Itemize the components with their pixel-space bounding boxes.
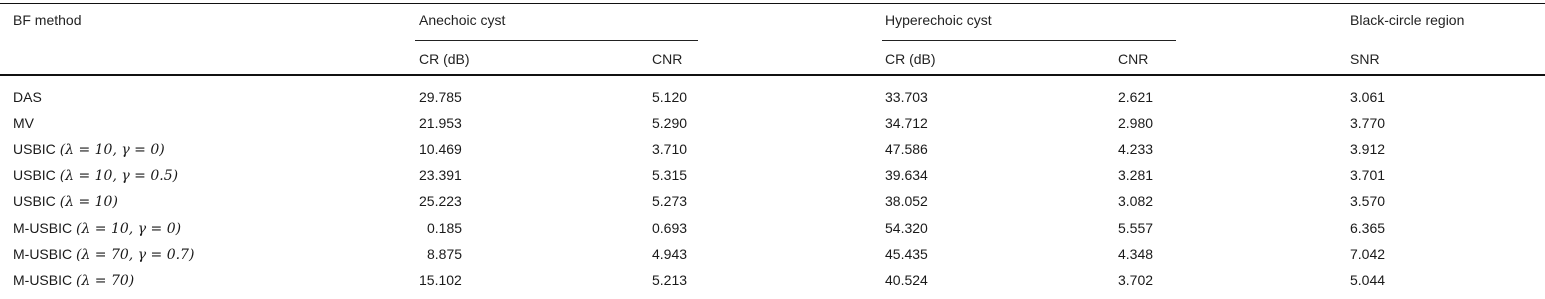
header-cnr-anechoic: CNR — [652, 51, 683, 67]
cell-hyperechoic-cnr: 4.348 — [1118, 246, 1154, 262]
cell-hyperechoic-cnr: 3.702 — [1118, 272, 1154, 288]
cell-anechoic-cr: 0.185 — [427, 220, 463, 236]
cell-anechoic-cnr: 5.290 — [652, 115, 688, 131]
cell-hyperechoic-cnr: 2.621 — [1118, 89, 1154, 105]
hyperechoic-group-underline — [882, 40, 1176, 41]
cell-bf-method — [13, 141, 165, 159]
cell-bf-method — [13, 89, 42, 106]
cell-hyperechoic-cr: 33.703 — [885, 89, 928, 105]
cell-hyperechoic-cnr: 4.233 — [1118, 141, 1154, 157]
table-top-rule — [0, 3, 1545, 4]
method-params: (λ = 10, γ = 0) — [76, 221, 182, 237]
method-name: DAS — [13, 89, 42, 105]
header-bottom-rule — [0, 74, 1545, 76]
cell-bf-method — [13, 115, 34, 132]
method-params: (λ = 10, γ = 0.5) — [59, 168, 179, 184]
cell-hyperechoic-cr: 40.524 — [885, 272, 928, 288]
cell-hyperechoic-cr: 34.712 — [885, 115, 928, 131]
anechoic-group-underline — [415, 40, 698, 41]
cell-anechoic-cr: 25.223 — [419, 193, 462, 209]
cell-snr: 5.044 — [1350, 272, 1386, 288]
method-name: USBIC — [13, 193, 56, 209]
cell-snr: 3.770 — [1350, 115, 1386, 131]
cell-hyperechoic-cr: 47.586 — [885, 141, 928, 157]
method-params: (λ = 70, γ = 0.7) — [76, 247, 195, 263]
cell-hyperechoic-cnr: 5.557 — [1118, 220, 1154, 236]
method-name: MV — [13, 115, 34, 131]
cell-hyperechoic-cr: 39.634 — [885, 167, 928, 183]
cell-hyperechoic-cnr: 3.082 — [1118, 193, 1154, 209]
cell-anechoic-cr: 23.391 — [419, 167, 462, 183]
cell-snr: 7.042 — [1350, 246, 1386, 262]
cell-snr: 3.061 — [1350, 89, 1386, 105]
cell-snr: 6.365 — [1350, 220, 1386, 236]
cell-anechoic-cnr: 5.315 — [652, 167, 688, 183]
method-params: (λ = 70) — [76, 273, 135, 289]
cell-hyperechoic-cr: 38.052 — [885, 193, 928, 209]
header-hyperechoic-cyst: Hyperechoic cyst — [885, 12, 992, 28]
cell-anechoic-cr: 8.875 — [427, 246, 463, 262]
cell-hyperechoic-cnr: 2.980 — [1118, 115, 1154, 131]
cell-bf-method — [13, 272, 134, 290]
header-snr: SNR — [1350, 51, 1380, 67]
cell-anechoic-cnr: 5.273 — [652, 193, 688, 209]
header-anechoic-cyst: Anechoic cyst — [419, 12, 506, 28]
cell-anechoic-cnr: 4.943 — [652, 246, 688, 262]
cell-anechoic-cnr: 5.213 — [652, 272, 688, 288]
cell-anechoic-cr: 21.953 — [419, 115, 462, 131]
header-bf-method: BF method — [13, 12, 82, 28]
cell-anechoic-cnr: 5.120 — [652, 89, 688, 105]
method-name: USBIC — [13, 167, 56, 183]
method-name: M-USBIC — [13, 220, 73, 236]
header-cr-db-anechoic: CR (dB) — [419, 51, 470, 67]
cell-anechoic-cr: 29.785 — [419, 89, 462, 105]
header-cr-db-hyperechoic: CR (dB) — [885, 51, 936, 67]
method-name: USBIC — [13, 141, 56, 157]
cell-snr: 3.912 — [1350, 141, 1386, 157]
cell-anechoic-cr: 15.102 — [419, 272, 462, 288]
header-cnr-hyperechoic: CNR — [1118, 51, 1149, 67]
cell-bf-method — [13, 167, 178, 185]
cell-bf-method — [13, 193, 118, 211]
cell-bf-method — [13, 246, 194, 264]
method-name: M-USBIC — [13, 272, 73, 288]
cell-snr: 3.701 — [1350, 167, 1386, 183]
header-black-circle-region: Black-circle region — [1350, 12, 1465, 28]
cell-hyperechoic-cr: 45.435 — [885, 246, 928, 262]
method-params: (λ = 10, γ = 0) — [59, 142, 165, 158]
cell-snr: 3.570 — [1350, 193, 1386, 209]
cell-anechoic-cnr: 0.693 — [652, 220, 688, 236]
cell-anechoic-cnr: 3.710 — [652, 141, 688, 157]
cell-anechoic-cr: 10.469 — [419, 141, 462, 157]
cell-bf-method — [13, 220, 181, 238]
cell-hyperechoic-cnr: 3.281 — [1118, 167, 1154, 183]
method-params: (λ = 10) — [59, 194, 118, 210]
method-name: M-USBIC — [13, 246, 73, 262]
cell-hyperechoic-cr: 54.320 — [885, 220, 928, 236]
